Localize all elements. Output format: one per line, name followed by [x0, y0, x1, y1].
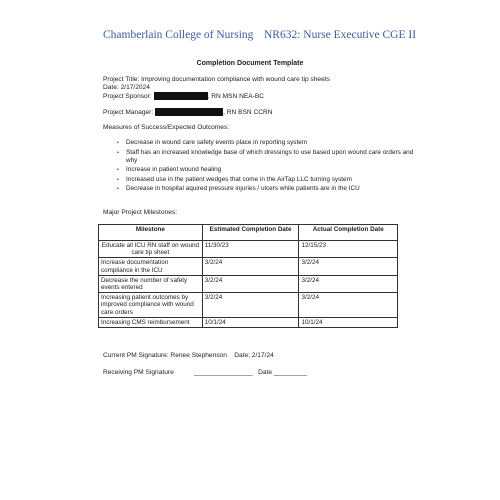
outcomes-list: [117, 139, 417, 195]
list-item: • Staff has an increased knowledge base of which dressings to use based upon wound care orders and why: [117, 149, 417, 165]
milestones-table: [98, 224, 398, 328]
milestone-cell: Increase documentation compliance in the ICU: [99, 258, 203, 275]
receiving-pm-signature-line: [103, 369, 307, 378]
header-milestone: Milestone: [99, 225, 203, 241]
estimated-date-cell: 3/2/24: [202, 293, 299, 318]
milestone-cell: Decrease the number of safety events entered: [99, 275, 203, 292]
current-pm-signature-line: [103, 352, 274, 361]
manager-credentials: , RN BSN CCRN: [223, 109, 273, 116]
receiving-date-label: Date: [258, 369, 273, 376]
redacted-manager-name: [155, 108, 223, 116]
list-item: • Increase in patient wound healing: [117, 166, 417, 174]
header-estimated-date: Estimated Completion Date: [202, 225, 299, 241]
milestone-cell: Increasing patient outcomes by improved compliance with wound care orders: [99, 293, 203, 318]
document-header: [103, 29, 480, 41]
measures-heading: Measures of Success/Expected Outcomes:: [103, 124, 230, 131]
sponsor-credentials: , RN MSN NEA-BC: [207, 93, 265, 100]
actual-date-cell: 3/2/24: [299, 293, 398, 318]
estimated-date-cell: 10/1/24: [202, 317, 299, 327]
list-item: • Decrease in wound care safety events place in reporting system: [117, 139, 417, 147]
table-row: [99, 293, 398, 318]
list-item: • Increased use in the patient wedges that come in the AirTap LLC turning system: [117, 176, 417, 184]
project-sponsor-line: [103, 92, 264, 102]
milestones-heading: Major Project Milestones:: [103, 209, 178, 216]
estimated-date-cell: 3/2/24: [202, 258, 299, 275]
project-date-line: Date: 2/17/2024: [103, 84, 150, 91]
college-name: Chamberlain College of Nursing: [103, 29, 254, 41]
actual-date-cell: 3/2/24: [299, 258, 398, 275]
manager-label: Project Manager:: [103, 109, 154, 116]
sponsor-label: Project Sponsor:: [103, 93, 152, 100]
table-header-row: [99, 225, 398, 241]
document-title: Completion Document Template: [196, 60, 304, 67]
table-row: [99, 258, 398, 275]
list-item: • Decrease in hospital aquired pressure injuries / ulcers while patients are in the ICU: [117, 185, 417, 193]
receiving-date-blank[interactable]: _________: [273, 369, 307, 376]
table-row: [99, 241, 398, 258]
actual-date-cell: 3/2/24: [299, 275, 398, 292]
table-row: [99, 317, 398, 327]
milestone-cell: Educate all ICU RN staff on wound care tip sheet: [99, 241, 203, 258]
milestone-cell: Increasing CMS reimbursement: [99, 317, 203, 327]
receiving-pm-signature-blank[interactable]: ________________: [193, 369, 253, 376]
project-manager-line: [103, 108, 273, 118]
receiving-pm-label: Receiving PM Signature: [103, 369, 174, 376]
estimated-date-cell: 11/30/23: [202, 241, 299, 258]
actual-date-cell: 12/15/23: [299, 241, 398, 258]
project-title-line: Project Title: Improving documentation compliance with wound care tip sheets: [103, 76, 330, 83]
course-name: NR632: Nurse Executive CGE II: [264, 29, 417, 41]
header-actual-date: Actual Completion Date: [299, 225, 398, 241]
estimated-date-cell: 3/2/24: [202, 275, 299, 292]
current-pm-date: Date: 2/17/24: [234, 352, 274, 359]
table-row: [99, 275, 398, 292]
current-pm-signature: Current PM Signature: Renee Stephenson: [103, 352, 227, 359]
actual-date-cell: 10/1/24: [299, 317, 398, 327]
redacted-sponsor-name: [154, 92, 208, 100]
